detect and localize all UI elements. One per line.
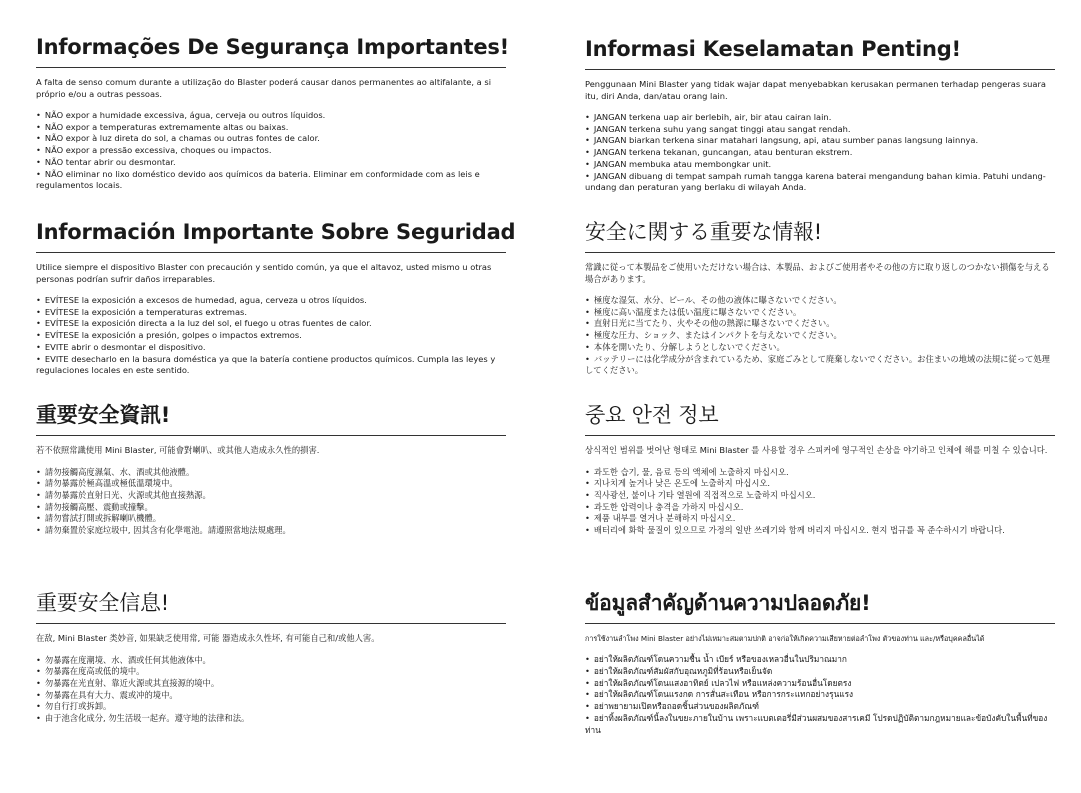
warning-item: • 極度な圧力、ショック、またはインパクトを与えないでください。 [585, 330, 1055, 342]
warning-item: • 勿暴露在度潮境、水、酒或任何其他液体中。 [36, 655, 506, 667]
warning-item: • 本体を開いたり、分解しようとしないでください。 [585, 342, 1055, 354]
warning-item: • 勿自行打或拆卸。 [36, 701, 506, 713]
divider [585, 435, 1055, 436]
warning-list [585, 112, 1055, 194]
section-portuguese [36, 34, 510, 192]
warning-item: • JANGAN biarkan terkena sinar matahari langsung, api, atau sumber panas langsung lainnya. [585, 135, 1055, 147]
warning-item: • EVITE abrir o desmontar el dispositivo. [36, 342, 506, 354]
right-page [585, 0, 1055, 793]
divider [585, 69, 1055, 70]
warning-item: • EVÍTESE la exposición a temperaturas extremas. [36, 307, 506, 319]
warning-item: • JANGAN terkena tekanan, guncangan, atau benturan ekstrem. [585, 147, 1055, 159]
divider [36, 252, 506, 253]
section-thai [585, 590, 1055, 736]
warning-item: • 과도한 습기, 물, 음료 등의 액체에 노출하지 마십시오. [585, 467, 1055, 479]
divider [36, 623, 506, 624]
warning-item: • EVÍTESE la exposición a presión, golpes o impactos extremos. [36, 330, 506, 342]
warning-item: • 勿暴露在度高或低的境中。 [36, 666, 506, 678]
divider [585, 252, 1055, 253]
warning-item: • 과도한 압력이나 충격을 가하지 마십시오. [585, 502, 1055, 514]
warning-item: • 請勿棄置於家庭垃圾中, 因其含有化學電池。請遵照當地法規處理。 [36, 525, 506, 537]
warning-item: • อย่าให้ผลิตภัณฑ์โดนแรงกด การสั่นสะเทือน หรือการกระแทกอย่างรุนแรง [585, 689, 1055, 701]
warning-item: • 지나치게 높거나 낮은 온도에 노출하지 마십시오. [585, 478, 1055, 490]
warning-item: • 勿暴露在光直射、靠近火源或其直接源的境中。 [36, 678, 506, 690]
warning-list [36, 467, 506, 537]
section-intro: การใช้งานลำโพง Mini Blaster อย่างไม่เหมาะสมตามปกติ อาจก่อให้เกิดความเสียหายต่อลำโพง ตัวของท่าน และ/หรือบุคคลอื่นได้ [585, 634, 985, 643]
divider [585, 623, 1055, 624]
warning-item: • 直射日光に当てたり、火やその他の熱源に曝さないでください。 [585, 318, 1055, 330]
warning-item: • NÃO expor a humidade excessiva, água, cerveja ou outros líquidos. [36, 110, 506, 122]
section-spanish [36, 219, 516, 377]
section-title: 安全に関する重要な情報! [585, 220, 823, 244]
warning-item: • 極度に高い温度または低い温度に曝さないでください。 [585, 307, 1055, 319]
section-intro: 在敌, Mini Blaster 类妙音, 如果缺乏使用常, 可能 器造成永久性坏, 有可能自己和/或他人害。 [36, 633, 380, 643]
section-indonesian [585, 36, 1055, 194]
section-title: Información Importante Sobre Seguridad [36, 220, 516, 244]
warning-item: • EVÍTESE la exposición a excesos de humedad, agua, cerveza u otros líquidos. [36, 295, 506, 307]
warning-item: • JANGAN terkena uap air berlebih, air, bir atau cairan lain. [585, 112, 1055, 124]
divider [36, 67, 506, 68]
divider [36, 435, 506, 436]
section-intro: Penggunaan Mini Blaster yang tidak wajar dapat menyebabkan kerusakan permanen terhadap pengeras suara itu, diri Anda, dan/atau orang lain. [585, 79, 1047, 101]
warning-item: • 請勿嘗試打開或拆解喇叭機體。 [36, 513, 506, 525]
warning-list [585, 467, 1055, 537]
warning-item: • อย่าให้ผลิตภัณฑ์โดนความชื้น น้ำ เบียร์ หรือของเหลวอื่นในปริมาณมาก [585, 654, 1055, 666]
section-traditional-chinese [36, 402, 506, 537]
section-intro: 若不依照常識使用 Mini Blaster, 可能會對喇叭、或其他人造成永久性的損害. [36, 445, 320, 455]
warning-list [585, 295, 1055, 377]
warning-item: • JANGAN dibuang di tempat sampah rumah tangga karena baterai mengandung bahan kimia. Patuhi undang-undang dan peraturan yang berlaku di wilayah Anda. [585, 171, 1055, 194]
warning-item: • EVÍTESE la exposición directa a la luz del sol, el fuego u otras fuentes de calor. [36, 318, 506, 330]
warning-list [36, 110, 506, 192]
section-title: Informações De Segurança Importantes! [36, 35, 510, 59]
section-title: 중요 안전 정보 [585, 403, 719, 427]
section-intro: 常識に従って本製品をご使用いただけない場合は、本製品、およびご使用者やその他の方に取り返しのつかない損傷を与える場合があります。 [585, 262, 1050, 284]
warning-item: • EVITE desecharlo en la basura doméstica ya que la batería contiene productos químicos. Cumpla las leyes y regulaciones locales en este sentido. [36, 354, 506, 377]
warning-item: • 極度な湿気、水分、ビール、その他の液体に曝さないでください。 [585, 295, 1055, 307]
warning-item: • 勿暴露在具有大力、震或冲的境中。 [36, 690, 506, 702]
section-intro: A falta de senso comum durante a utilização do Blaster poderá causar danos permanentes ao altifalante, a si próprio e/ou a outras pessoas. [36, 77, 492, 99]
warning-item: • JANGAN terkena suhu yang sangat tinggi atau sangat rendah. [585, 124, 1055, 136]
warning-item: • NÃO eliminar no lixo doméstico devido aos químicos da bateria. Eliminar em conformidade com as leis e regulamentos locais. [36, 169, 506, 192]
warning-item: • 배터리에 화학 물질이 있으므로 가정의 일반 쓰레기와 함께 버리지 마십시오. 현지 법규를 꼭 준수하시기 바랍니다. [585, 525, 1055, 537]
warning-list [36, 655, 506, 725]
warning-item: • อย่าให้ผลิตภัณฑ์โดนแสงอาทิตย์ เปลวไฟ หรือแหล่งความร้อนอื่นโดยตรง [585, 678, 1055, 690]
warning-item: • 제품 내부를 열거나 분해하지 마십시오. [585, 513, 1055, 525]
warning-item: • 請勿接觸高度濕氣、水、酒或其他液體。 [36, 467, 506, 479]
warning-item: • NÃO tentar abrir ou desmontar. [36, 157, 506, 169]
section-title: 重要安全資訊! [36, 403, 171, 427]
warning-item: • 請勿暴露於直射日光、火源或其他直接熱源。 [36, 490, 506, 502]
warning-item: • 請勿暴露於極高溫或極低溫環境中。 [36, 478, 506, 490]
warning-list [585, 654, 1055, 736]
warning-item: • อย่าทิ้งผลิตภัณฑ์นี้ลงในขยะภายในบ้าน เพราะแบตเตอรี่มีส่วนผสมของสารเคมี โปรดปฏิบัติตามกฎหมายและข้อบังคับในพื้นที่ของท่าน [585, 713, 1055, 736]
warning-item: • NÃO expor à luz direta do sol, a chamas ou outras fontes de calor. [36, 133, 506, 145]
warning-item: • อย่าพยายามเปิดหรือถอดชิ้นส่วนของผลิตภัณฑ์ [585, 701, 1055, 713]
warning-item: • バッテリーには化学成分が含まれているため、家庭ごみとして廃棄しないでください。お住まいの地域の法規に従って処理してください。 [585, 354, 1055, 377]
section-intro: 상식적인 범위를 벗어난 형태로 Mini Blaster 를 사용할 경우 스피커에 영구적인 손상을 야기하고 인체에 해를 미칠 수 있습니다. [585, 445, 1048, 455]
warning-item: • NÃO expor a pressão excessiva, choques ou impactos. [36, 145, 506, 157]
section-japanese [585, 219, 1055, 377]
section-korean [585, 402, 1055, 537]
warning-item: • 由于池含化成分, 勿生活圾一起弃。遵守地的法律和法。 [36, 713, 506, 725]
warning-item: • 請勿接觸高壓、震動或撞擊。 [36, 502, 506, 514]
left-page [36, 0, 516, 793]
warning-list [36, 295, 506, 377]
section-intro: Utilice siempre el dispositivo Blaster con precaución y sentido común, ya que el altavoz, usted mismo u otras personas podrían sufrir daños irreparables. [36, 262, 492, 284]
warning-item: • JANGAN membuka atau membongkar unit. [585, 159, 1055, 171]
section-title: ข้อมูลสำคัญด้านความปลอดภัย! [585, 591, 871, 615]
section-title: 重要安全信息! [36, 591, 170, 615]
section-simplified-chinese [36, 590, 506, 725]
section-title: Informasi Keselamatan Penting! [585, 37, 961, 61]
warning-item: • อย่าให้ผลิตภัณฑ์สัมผัสกับอุณหภูมิที่ร้อนหรือเย็นจัด [585, 666, 1055, 678]
warning-item: • NÃO expor a temperaturas extremamente altas ou baixas. [36, 122, 506, 134]
warning-item: • 직사광선, 불이나 기타 열원에 직접적으로 노출하지 마십시오. [585, 490, 1055, 502]
